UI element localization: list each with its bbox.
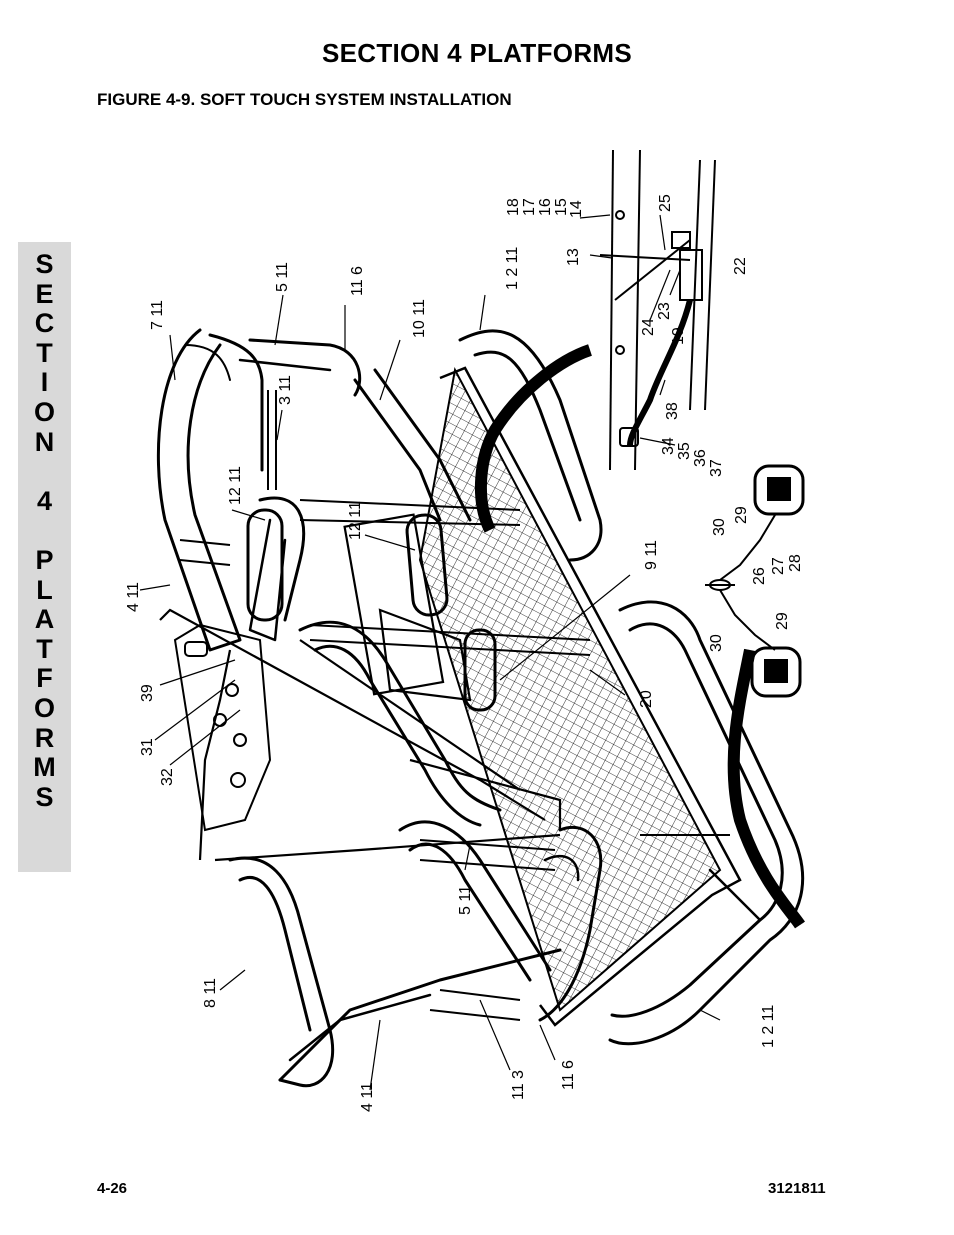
callout-37: 37	[708, 459, 725, 477]
leader-lines	[140, 215, 720, 1090]
callout-11-3: 11 3	[510, 1070, 527, 1100]
callout-35: 35	[676, 442, 693, 460]
callout-4-11: 4 11	[125, 582, 142, 612]
callout-14: 14	[568, 200, 585, 218]
callout-38: 38	[664, 402, 681, 420]
callout-31: 31	[139, 738, 156, 756]
callout-30: 30	[708, 634, 725, 652]
callout-5-11: 5 11	[274, 262, 291, 292]
callout-13: 13	[565, 248, 582, 266]
side-tab-letter: T	[36, 337, 53, 368]
control-box	[175, 625, 270, 830]
side-tab-letters	[18, 250, 71, 812]
section-side-tab	[18, 242, 71, 872]
side-tab-letter: I	[40, 367, 49, 398]
callout-27: 27	[770, 557, 787, 575]
callout-11-6: 11 6	[560, 1060, 577, 1090]
callout-4-11: 4 11	[359, 1082, 376, 1112]
callout-29: 29	[774, 612, 791, 630]
side-tab-letter: R	[34, 722, 55, 753]
callout-36: 36	[692, 449, 709, 467]
callout-3-11: 3 11	[277, 375, 294, 405]
callout-39: 39	[139, 684, 156, 702]
side-tab-letter: A	[34, 604, 55, 635]
callout-25: 25	[657, 194, 674, 212]
figure-title: FIGURE 4-9. SOFT TOUCH SYSTEM INSTALLATION	[97, 90, 512, 109]
side-tab-letter: S	[35, 781, 54, 812]
callout-16: 16	[537, 198, 554, 216]
callout-34: 34	[660, 437, 677, 455]
side-tab-letter: M	[33, 752, 56, 783]
callout-11-6: 11 6	[349, 266, 366, 296]
callout-1-2-11: 1 2 11	[504, 246, 521, 290]
callout-5-11: 5 11	[457, 885, 474, 915]
callout-28: 28	[787, 554, 804, 572]
callout-20: 20	[638, 690, 655, 708]
callout-10-11: 10 11	[411, 299, 428, 338]
callout-30: 30	[711, 518, 728, 536]
callout-17: 17	[521, 198, 538, 216]
section-title: SECTION 4 PLATFORMS	[321, 38, 632, 68]
side-tab-letter: F	[36, 663, 53, 694]
callout-18: 18	[505, 198, 522, 216]
callout-8-11: 8 11	[202, 978, 219, 1008]
callout-22: 22	[732, 257, 749, 275]
side-tab-letter: N	[34, 426, 55, 457]
callout-24: 24	[640, 318, 657, 336]
callout-12-11: 12 11	[347, 501, 364, 540]
side-tab-letter: O	[33, 396, 55, 427]
callout-32: 32	[159, 768, 176, 786]
document-number: 3121811	[768, 1180, 826, 1197]
side-tab-letter: S	[35, 249, 54, 279]
side-tab-letter: O	[33, 692, 55, 723]
page-number: 4-26	[97, 1180, 128, 1197]
callout-9-11: 9 11	[643, 540, 660, 570]
callout-1-2-11: 1 2 11	[760, 1004, 777, 1048]
callout-23: 23	[656, 302, 673, 320]
side-tab-letter: P	[35, 544, 54, 575]
side-tab-letter: T	[36, 633, 53, 664]
callout-7-11: 7 11	[149, 300, 166, 330]
side-tab-letter: C	[34, 308, 55, 339]
callout-15: 15	[553, 198, 570, 216]
callout-26: 26	[751, 567, 768, 585]
soft-touch-installation-diagram	[90, 130, 820, 1130]
callout-19: 19	[670, 327, 687, 345]
side-tab-letter: 4	[36, 485, 53, 516]
callout-29: 29	[733, 506, 750, 524]
side-tab-letter: E	[35, 278, 54, 309]
callout-12-11: 12 11	[227, 466, 244, 505]
side-tab-letter: L	[36, 574, 53, 605]
